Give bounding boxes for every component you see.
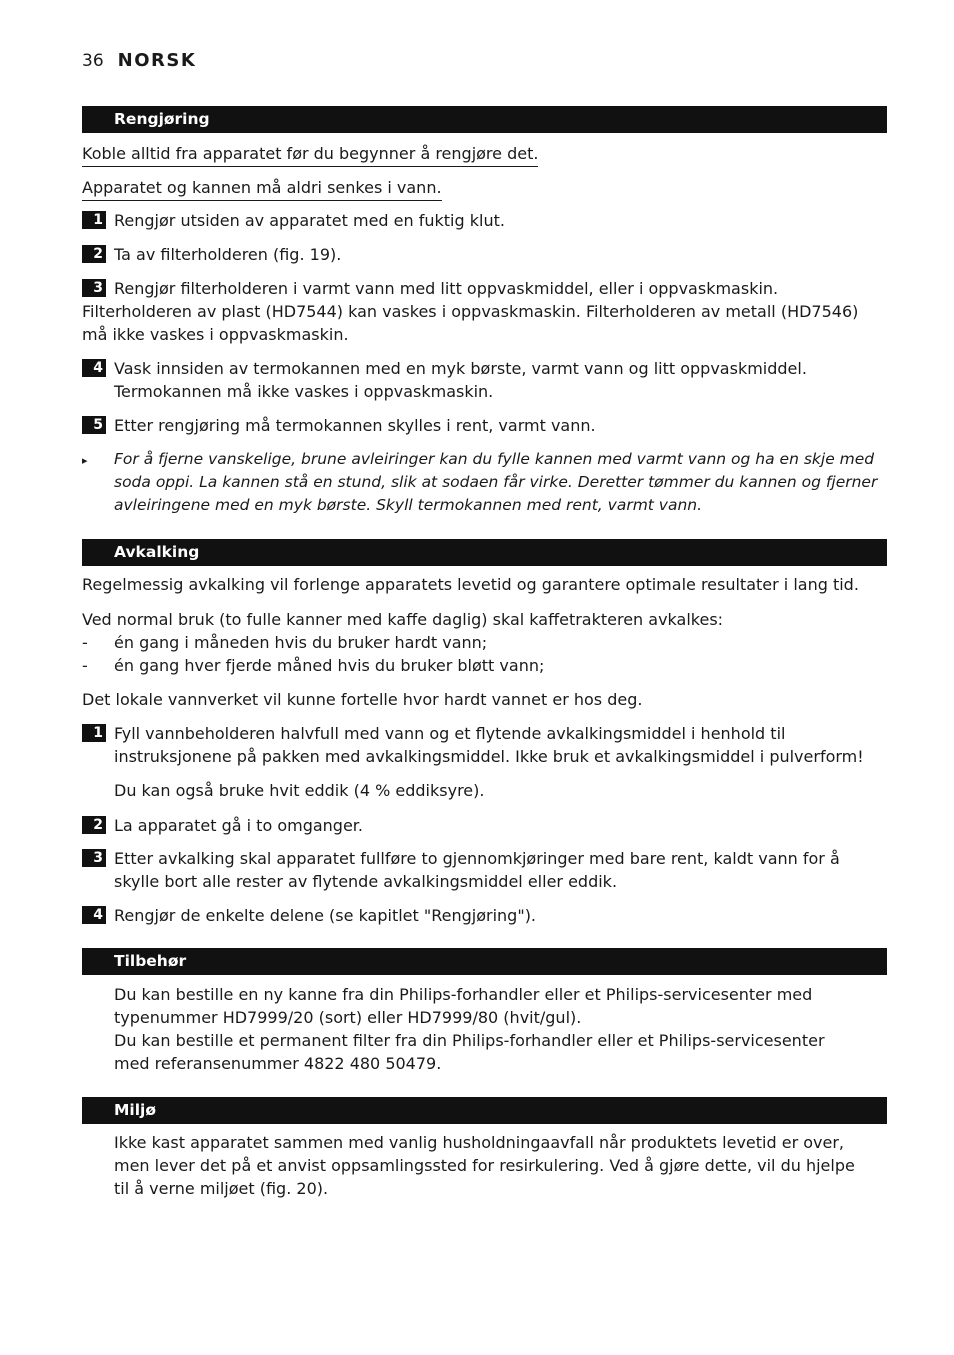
cleaning-warning-1: Koble alltid fra apparatet før du begynner å rengjøre det.: [82, 142, 538, 165]
section-heading-accessories: Tilbehør: [82, 948, 887, 975]
descaling-list-item: én gang hver fjerde måned hvis du bruker bløtt vann;: [114, 656, 545, 675]
page-number: 36: [82, 51, 104, 71]
accessories-text: typenummer HD7999/20 (sort) eller HD7999/80 (hvit/gul).: [114, 1008, 582, 1027]
step-number-badge: 2: [82, 816, 106, 834]
descaling-step-1-note: Du kan også bruke hvit eddik (4 % eddiksyre).: [114, 781, 485, 800]
list-marker: -: [82, 656, 88, 675]
cleaning-step-1: Rengjør utsiden av apparatet med en fuktig klut.: [114, 211, 505, 230]
environment-text: til å verne miljøet (fig. 20).: [114, 1179, 329, 1198]
descaling-intro: Regelmessig avkalking vil forlenge apparatets levetid og garantere optimale resultater i lang tid.: [82, 575, 859, 594]
environment-text: Ikke kast apparatet sammen med vanlig husholdningaavfall når produktets levetid er over,: [114, 1133, 844, 1152]
descaling-usage: Ved normal bruk (to fulle kanner med kaffe daglig) skal kaffetrakteren avkalkes:: [82, 610, 724, 629]
descaling-step-1-cont: instruksjonene på pakken med avkalkingsmiddel. Ikke bruk et avkalkingsmiddel i pulverform!: [114, 747, 864, 766]
step-number-badge: 3: [82, 279, 106, 297]
step-number-badge: 4: [82, 359, 106, 377]
step-number-badge: 1: [82, 724, 106, 742]
cleaning-warning-2: Apparatet og kannen må aldri senkes i vann.: [82, 176, 442, 199]
step-number-badge: 2: [82, 245, 106, 263]
language-label: NORSK: [117, 50, 197, 71]
accessories-text: Du kan bestille et permanent filter fra din Philips-forhandler eller et Philips-servicesenter: [114, 1031, 825, 1050]
tip-marker-icon: ▸: [82, 454, 88, 467]
cleaning-step-3-detail: må ikke vaskes i oppvaskmaskin.: [82, 325, 349, 344]
step-number-badge: 3: [82, 849, 106, 867]
descaling-step-4: Rengjør de enkelte delene (se kapitlet "Rengjøring").: [114, 906, 537, 925]
section-heading-descaling: Avkalking: [82, 539, 887, 566]
cleaning-tip-cont: avleiringene med en myk børste. Skyll termokannen med rent, varmt vann.: [114, 496, 703, 514]
descaling-step-1: Fyll vannbeholderen halvfull med vann og et flytende avkalkingsmiddel i henhold til: [114, 724, 786, 743]
page-header: [82, 49, 196, 73]
cleaning-step-4: Vask innsiden av termokannen med en myk børste, varmt vann og litt oppvaskmiddel.: [114, 359, 807, 378]
descaling-step-2: La apparatet gå i to omganger.: [114, 816, 363, 835]
environment-text: men lever det på et anvist oppsamlingssted for resirkulering. Ved å gjøre dette, vil du hjelpe: [114, 1156, 855, 1175]
descaling-step-3-cont: skylle bort alle rester av flytende avkalkingsmiddel eller eddik.: [114, 872, 618, 891]
descaling-local: Det lokale vannverket vil kunne fortelle hvor hardt vannet er hos deg.: [82, 690, 643, 709]
cleaning-step-3-detail: Filterholderen av plast (HD7544) kan vaskes i oppvaskmaskin. Filterholderen av metall (HD7546): [82, 302, 859, 321]
cleaning-step-4-cont: Termokannen må ikke vaskes i oppvaskmaskin.: [114, 382, 494, 401]
accessories-text: Du kan bestille en ny kanne fra din Philips-forhandler eller et Philips-servicesenter med: [114, 985, 813, 1004]
accessories-text: med referansenummer 4822 480 50479.: [114, 1054, 442, 1073]
section-heading-cleaning: Rengjøring: [82, 106, 887, 133]
cleaning-step-2: Ta av filterholderen (fig. 19).: [114, 245, 342, 264]
descaling-list-item: én gang i måneden hvis du bruker hardt vann;: [114, 633, 488, 652]
cleaning-step-5: Etter rengjøring må termokannen skylles i rent, varmt vann.: [114, 416, 596, 435]
cleaning-tip-cont: soda oppi. La kannen stå en stund, slik at sodaen får virke. Deretter tømmer du kannen og fjerner: [114, 473, 878, 491]
descaling-step-3: Etter avkalking skal apparatet fullføre to gjennomkjøringer med bare rent, kaldt vann for å: [114, 849, 840, 868]
step-number-badge: 1: [82, 211, 106, 229]
cleaning-tip: For å fjerne vanskelige, brune avleiringer kan du fylle kannen med varmt vann og ha en skje med: [114, 450, 875, 468]
step-number-badge: 4: [82, 906, 106, 924]
section-heading-environment: Miljø: [82, 1097, 887, 1124]
cleaning-step-3: Rengjør filterholderen i varmt vann med litt oppvaskmiddel, eller i oppvaskmaskin.: [114, 279, 779, 298]
step-number-badge: 5: [82, 416, 106, 434]
list-marker: -: [82, 633, 88, 652]
